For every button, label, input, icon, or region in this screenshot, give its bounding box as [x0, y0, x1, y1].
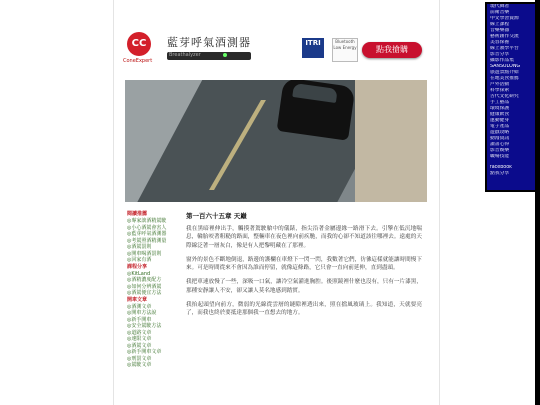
sidebar-link[interactable]: ◎小心酒駕會害人: [127, 224, 167, 231]
right-menu-link[interactable]: 攝影作品集: [490, 58, 514, 63]
sidebar-link[interactable]: ◎如何分辨酒駕: [127, 283, 162, 290]
right-menu-link[interactable]: 動漫資訊: [490, 136, 510, 141]
article-title: 第一百六十五章 天巔: [186, 212, 247, 220]
right-menu-link[interactable]: 線上教學平台: [490, 46, 519, 51]
right-menu-link[interactable]: 音樂樂器: [490, 28, 510, 33]
right-menu-link[interactable]: 戶外活動: [490, 82, 510, 87]
article: [186, 211, 422, 324]
right-menu-link[interactable]: 職場技能: [490, 154, 510, 159]
bluetooth-badge: Bluetooth Low Energy: [332, 38, 358, 62]
facebook-link[interactable]: facebook: [490, 165, 512, 170]
right-menu-link[interactable]: 運動健身: [490, 118, 510, 123]
sidebar-section-title: 課程分享: [127, 263, 148, 270]
sidebar-link[interactable]: ◎酒駕罰則: [127, 244, 152, 250]
right-menu-link[interactable]: 古代文化研究: [490, 94, 519, 99]
sidebar-link[interactable]: ◎安全駕駛方法: [127, 323, 162, 329]
banner-title: 藍芽呼氣酒測器: [167, 36, 251, 49]
device-label: Breathalyzer: [169, 52, 201, 58]
right-menu-link[interactable]: 健康飲食: [490, 112, 510, 117]
right-menu-link[interactable]: 科學探索: [490, 88, 510, 93]
right-menu-link[interactable]: SANSULONG: [490, 64, 521, 69]
sidebar-link[interactable]: ◎駕駛文章: [127, 362, 152, 368]
right-nav-menu: [485, 2, 537, 192]
brand-logo: CC: [127, 32, 151, 56]
sidebar-link[interactable]: ◎新手開車: [127, 316, 152, 323]
sidebar-link[interactable]: ◎刑罰文章: [127, 355, 152, 362]
article-paragraph: 我在黑暗裡伸出手，觸摸著駕駛艙中的儀錶，指尖沿著金屬邊緣一路滑下去。引擎在低沉地喘息，輪胎咬著粗糙的路面，整輛車在夜色裡向前疾馳，而我的心卻不知道該往哪裡去。遠處的天際線泛著一層灰白，像是有人把黎明藏在了那裡。: [186, 226, 422, 249]
right-menu-link[interactable]: 影音分享: [490, 52, 510, 57]
brand-name: ConeExpert: [123, 58, 153, 64]
left-sidebar: [127, 211, 183, 369]
sidebar-link[interactable]: ◎開車喝酒罰則: [127, 250, 162, 257]
right-menu-link[interactable]: 讀書心得: [490, 142, 510, 147]
right-menu-link[interactable]: 線上課程: [490, 22, 510, 27]
device-image: [167, 52, 251, 60]
top-banner[interactable]: [122, 30, 424, 70]
right-menu-link[interactable]: 現代舞者: [490, 4, 510, 9]
itri-logo: ITRI: [302, 38, 324, 58]
sidebar-link[interactable]: ◎酒精濃度配方: [127, 277, 162, 283]
sidebar-link[interactable]: ◎酒駕文章: [127, 342, 152, 349]
sidebar-link[interactable]: ◎考駕照酒精測量: [127, 237, 167, 244]
sidebar-link[interactable]: ◎KitLand: [127, 270, 151, 277]
right-menu-link[interactable]: 遊戲攻略: [490, 130, 510, 135]
sidebar-link[interactable]: ◎酒駕便宜方法: [127, 290, 162, 296]
order-button[interactable]: 點我搶購: [362, 42, 422, 58]
article-photo: [125, 80, 427, 202]
article-paragraph: 我把車速放慢了一些，深吸一口氣，讓冷空氣灌進胸腔。後照鏡裡什麼也沒有，只有一片漆黑，那種安靜讓人不安，卻又讓人莫名地感到踏實。: [186, 279, 422, 294]
sidebar-link[interactable]: ◎專家談酒精駕駛: [127, 218, 167, 224]
right-menu-link[interactable]: 電子產品: [490, 124, 510, 129]
article-paragraph: 窗外的景色不斷地倒退，路邊的護欄在車燈下一閃一閃，我數著它們，彷彿這樣就能讓時間慢下來。可是時間從來不會因為誰而停留，就像這條路，它只會一直向前延伸，直到盡頭。: [186, 256, 422, 272]
page-edge: [535, 0, 540, 405]
sidebar-link[interactable]: ◎開車方法說: [127, 310, 157, 316]
sidebar-link[interactable]: ◎道路文章: [127, 329, 152, 336]
sidebar-section-title: 閱讀推薦: [127, 211, 148, 217]
right-menu-link[interactable]: 中文學習資源: [490, 16, 519, 21]
sidebar-link[interactable]: ◎回家有酒: [127, 257, 152, 263]
right-menu-link[interactable]: 藝術創作交流: [490, 34, 519, 39]
right-menu-link[interactable]: 美容保養: [490, 40, 510, 45]
sidebar-link[interactable]: ◎藍芽呼氣酒測器: [127, 231, 167, 237]
right-menu-link[interactable]: 旅遊景點介紹: [490, 70, 519, 75]
sidebar-link[interactable]: ◎速限文章: [127, 336, 152, 342]
sidebar-link[interactable]: ◎酒測文章: [127, 303, 152, 310]
share-link[interactable]: 點我分享: [490, 171, 510, 176]
device-led-icon: [223, 53, 227, 57]
sidebar-link[interactable]: ◎新手開車文章: [127, 349, 162, 355]
article-paragraph: 我抬起頭望向前方，微弱的光線從雲層的縫隙裡透出來，照在擋風玻璃上。我知道，天就要亮了，而我也終於要抵達那個我一直想去的地方。: [186, 302, 422, 317]
right-menu-link[interactable]: 手工藝品: [490, 100, 510, 105]
right-menu-link[interactable]: 環境保護: [490, 106, 510, 111]
right-menu-link[interactable]: 前衛音樂: [490, 10, 510, 15]
right-menu-link[interactable]: 在地美食推薦: [490, 76, 519, 81]
right-menu-link[interactable]: 影音娛樂: [490, 148, 510, 153]
sidebar-section-title: 開車文章: [127, 296, 148, 303]
